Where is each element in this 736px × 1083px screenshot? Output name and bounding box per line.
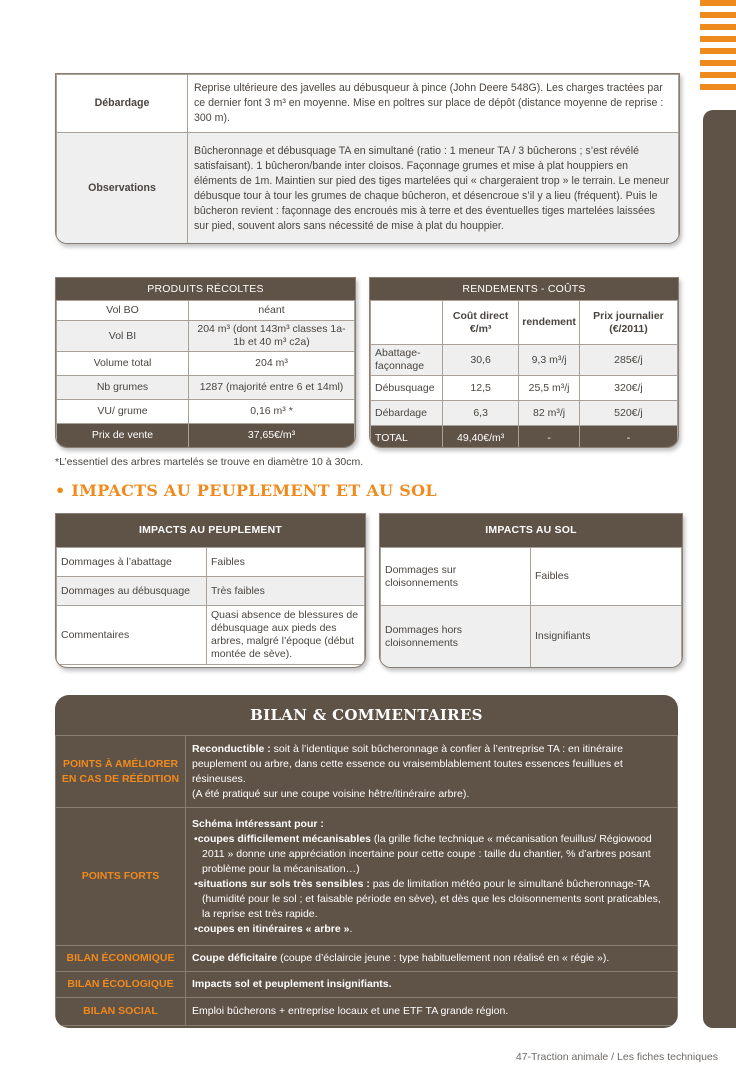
- produits-title: PRODUITS RÉCOLTES: [56, 278, 355, 300]
- decorative-stripes: [700, 0, 736, 96]
- sidebar-band: [703, 110, 736, 1028]
- cell-value: 204 m³ (dont 143m³ classes 1a-1b et 40 m³ c2a): [189, 321, 355, 352]
- bilan-label: POINTS FORTS: [56, 808, 186, 946]
- row-label: Observations: [57, 133, 188, 245]
- table-row: [57, 400, 355, 424]
- cell-label: Dommages sur cloisonnements: [381, 548, 531, 606]
- table-row: [57, 75, 679, 133]
- list-item: [192, 922, 671, 937]
- cell-label: Vol BI: [57, 321, 189, 352]
- table-row: [371, 345, 678, 376]
- bilan-title: BILAN & COMMENTAIRES: [250, 706, 483, 724]
- bold-text: Impacts sol et peuplement insignifiants.: [192, 978, 392, 990]
- bilan-text: [186, 946, 678, 972]
- cell-label: Prix de vente: [57, 424, 189, 448]
- bilan-text: Emploi bûcherons + entreprise locaux et une ETF TA grande région.: [186, 998, 678, 1026]
- cell-value: 0,16 m³ *: [189, 400, 355, 424]
- list-item: [192, 877, 671, 922]
- body-text: (la grille fiche technique « mécanisation feuillus/ Régiowood 2011 » donne une appréciation incertaine pour cette coupe : taille du chantier, % d’arbres posant problème pour la mécanisation…): [202, 832, 652, 875]
- cell-value: Quasi absence de blessures de débusquage aux pieds des arbres, malgré l’époque (début montée de sève).: [207, 606, 365, 665]
- cell: 30,6: [443, 345, 519, 376]
- bilan-text: [186, 972, 678, 998]
- cell: 49,40€/m³: [443, 426, 519, 449]
- table-row: [371, 401, 678, 426]
- cell-label: Commentaires: [57, 606, 207, 665]
- bold-text: coupes difficilement mécanisables: [197, 832, 371, 845]
- cell-label: Dommages à l’abattage: [57, 548, 207, 577]
- bilan-text: [186, 808, 678, 946]
- impacts-peuplement-table: [56, 547, 365, 665]
- bold-text: Reconductible :: [192, 742, 271, 755]
- bilan-label: POINTS À AMÉLIORER EN CAS DE RÉÉDITION: [56, 736, 186, 808]
- cell: -: [519, 426, 580, 449]
- cell-label: Dommages hors cloisonnements: [381, 606, 531, 668]
- list-item: [192, 832, 671, 877]
- bilan-table: [55, 735, 678, 1026]
- produits-table: [56, 300, 355, 448]
- cell: 520€/j: [579, 401, 677, 426]
- cell: 82 m³/j: [519, 401, 580, 426]
- cell: 9,3 m³/j: [519, 345, 580, 376]
- bold-text: situations sur sols très sensibles :: [197, 877, 370, 890]
- table-row: [371, 426, 678, 449]
- table-row: [381, 606, 682, 668]
- bilan-row-social: [56, 998, 678, 1026]
- cell: Débusquage: [371, 376, 443, 401]
- header-cell: Coût direct €/m³: [443, 301, 519, 345]
- bilan-label: BILAN SOCIAL: [56, 998, 186, 1026]
- cell: Débardage: [371, 401, 443, 426]
- table-row: [371, 376, 678, 401]
- row-text: Bûcheronnage et débusquage TA en simultané (ratio : 1 meneur TA / 3 bûcherons ; s’est révélé satisfaisant). 1 bûcheron/bande inter cloisos. Façonnage grumes et mise à plat houppiers en éléments de 1m. Maintien sur pied des tiges martelées qui « chargeraient trop » le terrain. Le meneur débusque tour à tour les grumes de chaque bûcheron, et désencroue s’il y a lieu (fréquent). Puis le bûcheron revient : façonnage des encroués mis à terre et des éventuelles tiges martelées laissées sur pied, souvent alors sans nécessité de mise à plat du houppier.: [188, 133, 679, 245]
- cell-label: Volume total: [57, 352, 189, 376]
- cell: Abattage-façonnage: [371, 345, 443, 376]
- row-label: Débardage: [57, 75, 188, 133]
- page-footer: 47-Traction animale / Les fiches techniques: [515, 1051, 718, 1063]
- cell: 6,3: [443, 401, 519, 426]
- table-row: [57, 577, 365, 606]
- table-row: [57, 352, 355, 376]
- bilan-row-ameliorer: [56, 736, 678, 808]
- cell-value: néant: [189, 301, 355, 321]
- table-row: [57, 321, 355, 352]
- cell-label: VU/ grume: [57, 400, 189, 424]
- bilan-text: [186, 736, 678, 808]
- cell: 12,5: [443, 376, 519, 401]
- rendements-table-card: [369, 277, 679, 448]
- note-text: (A été pratiqué sur une coupe voisine hêtre/itinéraire arbre).: [192, 787, 470, 800]
- impacts-peuplement-title: IMPACTS AU PEUPLEMENT: [56, 514, 365, 547]
- bold-text: Coupe déficitaire: [192, 952, 278, 964]
- impacts-sol-table: [380, 547, 682, 668]
- table-row: [57, 376, 355, 400]
- operations-table: [56, 74, 679, 244]
- cell: 25,5 m³/j: [519, 376, 580, 401]
- cell-value: Insignifiants: [531, 606, 682, 668]
- bilan-list: [192, 832, 671, 937]
- bilan-label: BILAN ÉCONOMIQUE: [56, 946, 186, 972]
- header-cell: Prix journalier (€/2011): [579, 301, 677, 345]
- table-row: [57, 301, 355, 321]
- cell-value: 204 m³: [189, 352, 355, 376]
- bold-text: Schéma intéressant pour :: [192, 817, 324, 830]
- cell-value: Très faibles: [207, 577, 365, 606]
- bilan-row-economique: [56, 946, 678, 972]
- rendements-title: RENDEMENTS - COÛTS: [370, 278, 678, 300]
- table-row: [57, 133, 679, 245]
- cell-label: Dommages au débusquage: [57, 577, 207, 606]
- table-row: [57, 424, 355, 448]
- body-text: soit à l’identique soit bûcheronnage à confier à l’entreprise TA : en itinéraire peuplement ou arbre, dans cette essence ou vraisemblablement toutes essences feuillues et résineuses.: [192, 742, 623, 785]
- produits-table-card: [55, 277, 356, 448]
- impacts-peuplement-card: [55, 513, 366, 668]
- cell-value: Faibles: [531, 548, 682, 606]
- header-cell: rendement: [519, 301, 580, 345]
- body-text: (coupe d’éclaircie jeune : type habituellement non réalisé en « régie »).: [277, 952, 610, 964]
- impacts-sol-title: IMPACTS AU SOL: [380, 514, 682, 547]
- cell-value: 37,65€/m³: [189, 424, 355, 448]
- header-cell: [371, 301, 443, 345]
- cell-value: 1287 (majorité entre 6 et 14ml): [189, 376, 355, 400]
- row-text: Reprise ultérieure des javelles au débusqueur à pince (John Deere 548G). Les charges tractées par ce dernier font 3 m³ en moyenne. Mise en poltres sur place de dépôt (distance moyenne de reprise : 300 m).: [188, 75, 679, 133]
- cell: 285€/j: [579, 345, 677, 376]
- cell-label: Nb grumes: [57, 376, 189, 400]
- table-row: [57, 606, 365, 665]
- footnote: *L’essentiel des arbres martelés se trouve en diamètre 10 à 30cm.: [55, 456, 364, 468]
- section-title: • IMPACTS AU PEUPLEMENT ET AU SOL: [55, 481, 437, 500]
- operations-table-card: [55, 73, 680, 244]
- cell-label: Vol BO: [57, 301, 189, 321]
- cell: -: [579, 426, 677, 449]
- bilan-panel: [55, 695, 678, 1028]
- table-header-row: [371, 301, 678, 345]
- body-text: pas de limitation météo pour le simultané bûcheronnage-TA (humidité pour le sol ; et faisable période en sève), et dès que les cloisonnements sont praticables, la reprise est très rapide.: [202, 877, 661, 920]
- rendements-table: [370, 300, 678, 448]
- cell: TOTAL: [371, 426, 443, 449]
- cell: 320€/j: [579, 376, 677, 401]
- bilan-row-ecologique: [56, 972, 678, 998]
- impacts-sol-card: [379, 513, 683, 668]
- bilan-row-forts: [56, 808, 678, 946]
- table-row: [57, 548, 365, 577]
- bilan-label: BILAN ÉCOLOGIQUE: [56, 972, 186, 998]
- body-text: .: [349, 922, 353, 935]
- cell-value: Faibles: [207, 548, 365, 577]
- table-row: [381, 548, 682, 606]
- bold-text: coupes en itinéraires « arbre »: [197, 922, 350, 935]
